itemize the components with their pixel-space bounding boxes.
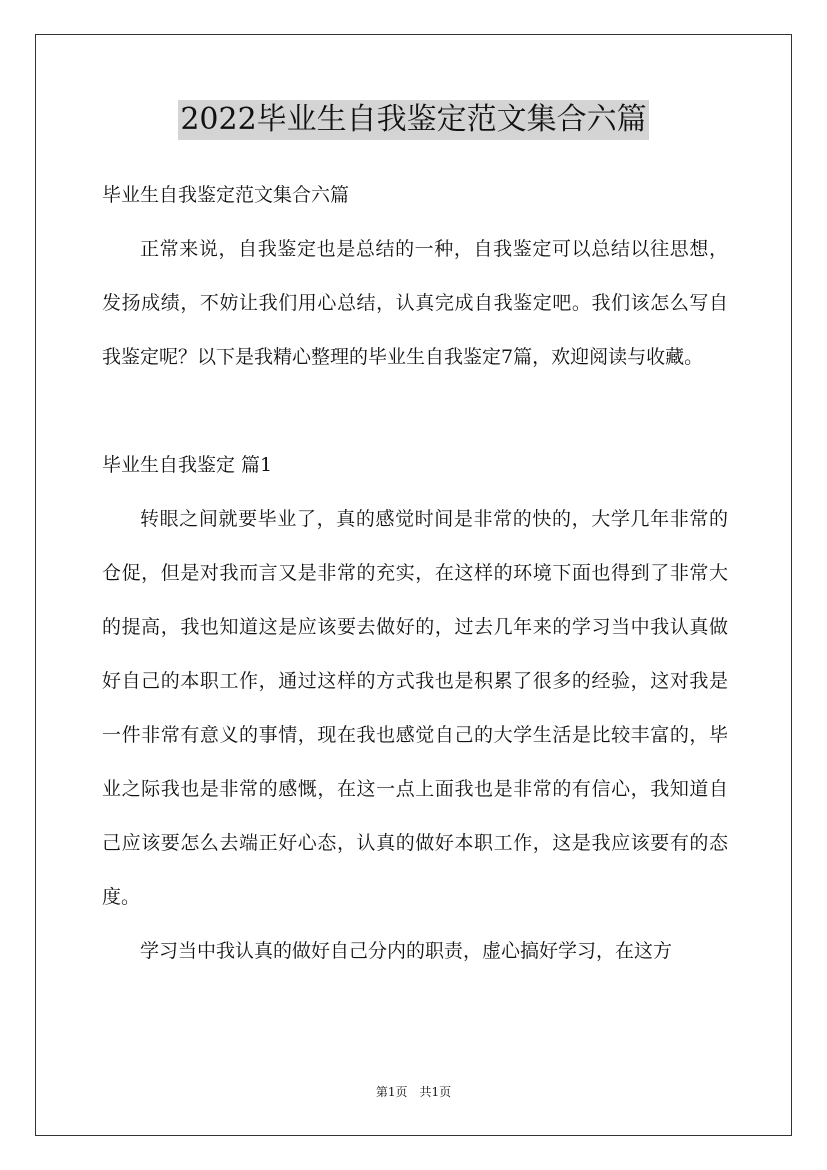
body-paragraph: 转眼之间就要毕业了，真的感觉时间是非常的快的，大学几年非常的仓促，但是对我而言又是非常的充实，在这样的环境下面也得到了非常大的提高，我也知道这是应该要去做好的，过去几年来的学习当中我认真做好自己的本职工作，通过这样的方式我也是积累了很多的经验，这对我是一件非常有意义的事情，现在我也感觉自己的大学生活是比较丰富的，毕业之际我也是非常的感慨，在这一点上面我也是非常的有信心，我知道自己应该要怎么去端正好心态，认真的做好本职工作，这是我应该要有的态度。 <box>102 508 728 908</box>
document-subtitle: 毕业生自我鉴定范文集合六篇 <box>102 184 350 206</box>
section-heading: 毕业生自我鉴定 篇1 <box>102 454 273 476</box>
page-footer: 第1页 共1页 <box>375 1085 452 1099</box>
document-title: 2022毕业生自我鉴定范文集合六篇 <box>178 100 648 140</box>
intro-paragraph: 正常来说，自我鉴定也是总结的一种，自我鉴定可以总结以往思想，发扬成绩，不妨让我们用心总结，认真完成自我鉴定吧。我们该怎么写自我鉴定呢？以下是我精心整理的毕业生自我鉴定7篇，欢迎阅读与收藏。 <box>102 238 728 368</box>
document-body <box>102 168 728 978</box>
paragraph-gap <box>102 384 728 438</box>
body-paragraph: 学习当中我认真的做好自己分内的职责，虚心搞好学习，在这方 <box>140 940 673 962</box>
title-container <box>0 100 827 140</box>
